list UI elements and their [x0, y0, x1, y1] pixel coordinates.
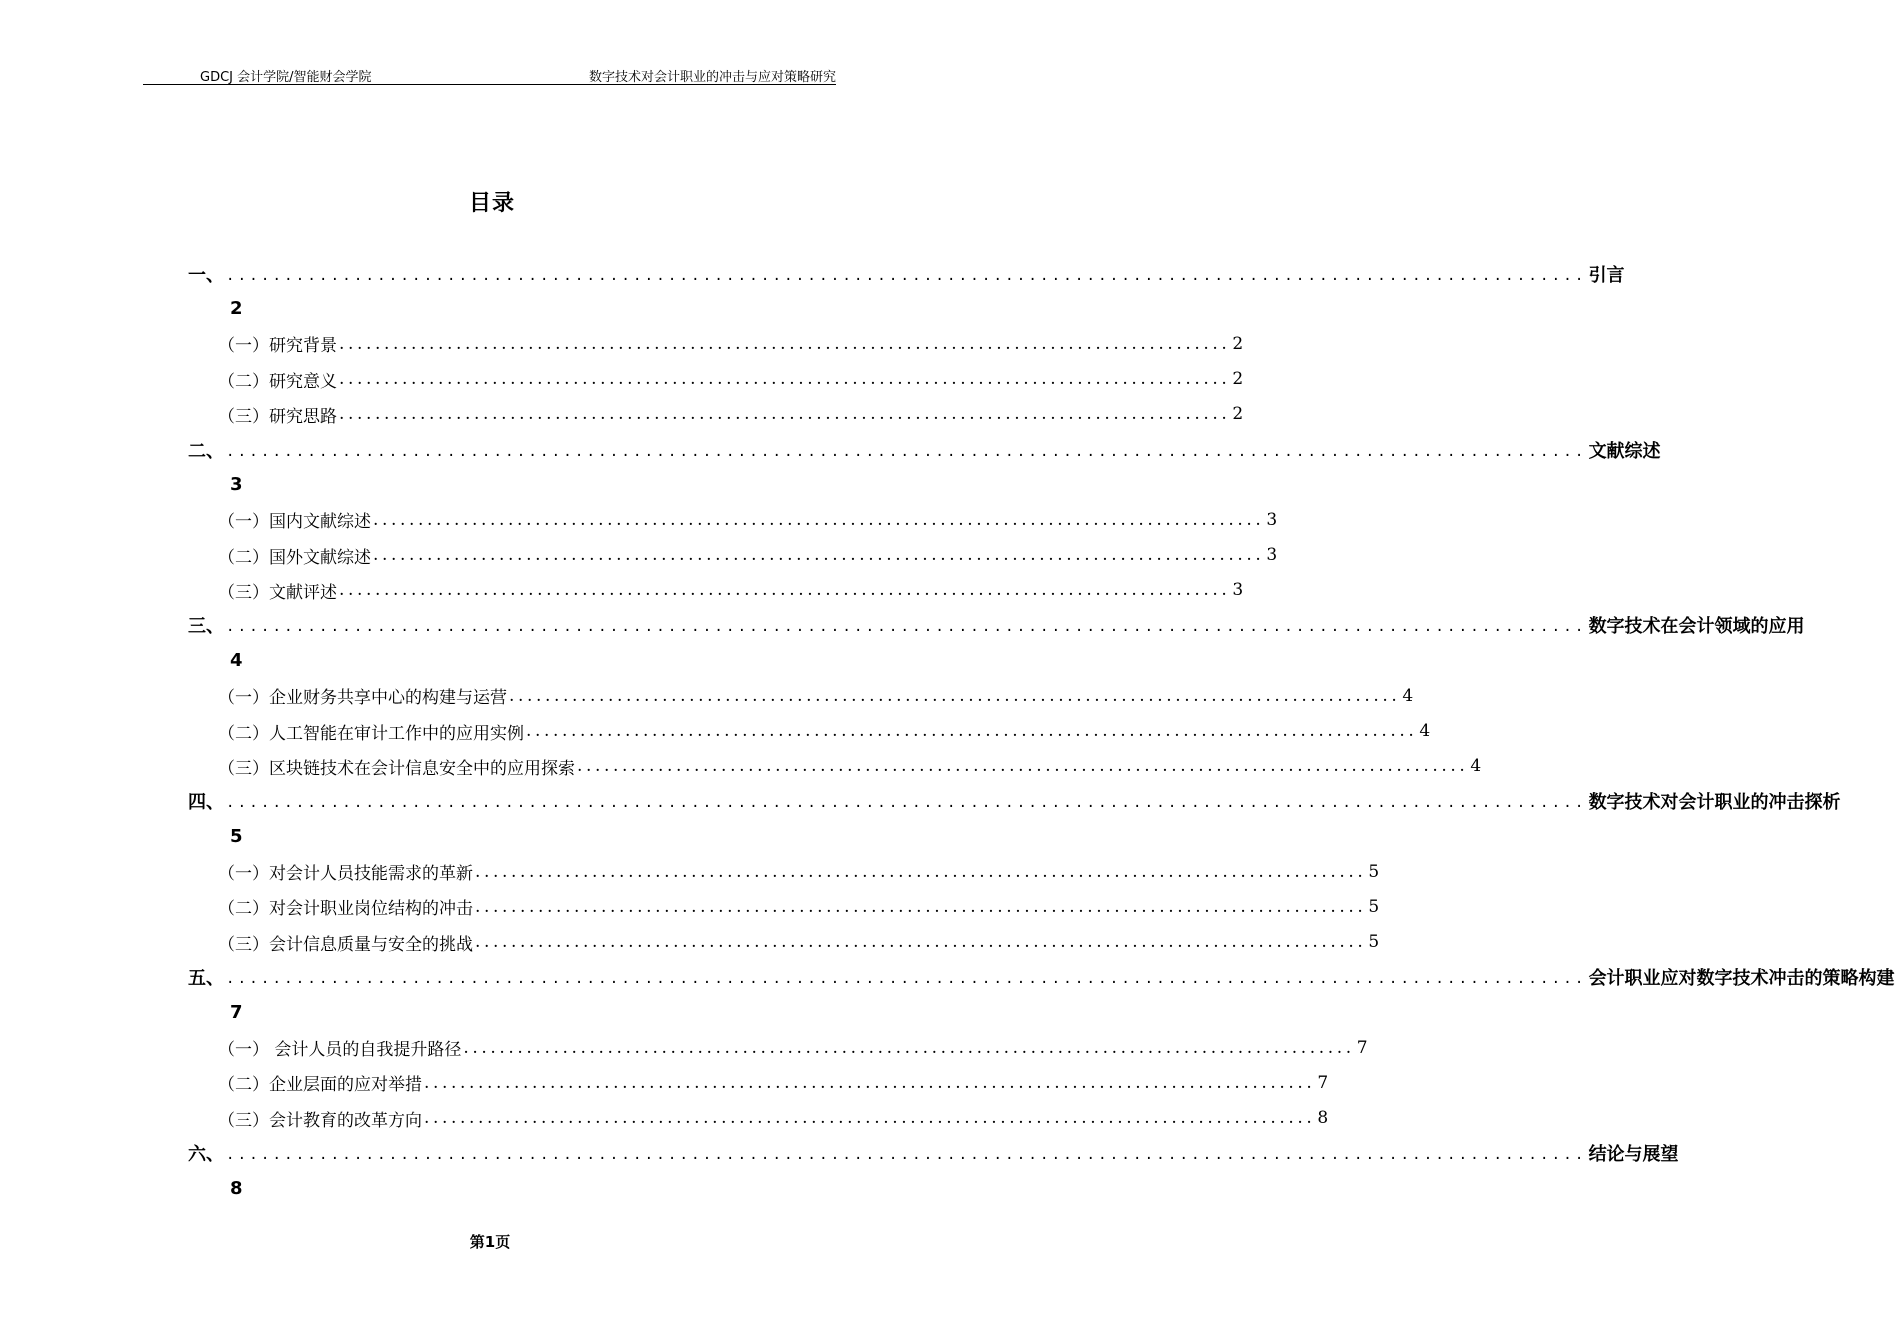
header-institution: GDCJ 会计学院/智能财会学院 — [200, 70, 372, 85]
toc-leader-dots: ................................................................................................... — [373, 509, 1265, 530]
toc-subsection[interactable] — [188, 1101, 1329, 1136]
toc-leader-dots: ................................................................................................... — [577, 756, 1469, 777]
toc-section[interactable] — [188, 960, 1895, 995]
toc-section-page: 3 — [230, 474, 243, 496]
toc-leader-dots: ................................................................................................... — [509, 685, 1401, 706]
toc-subsection-page: 5 — [1368, 896, 1380, 917]
toc-leader-dots: ................................................................................................... — [526, 721, 1418, 742]
toc-leader-dots: ..................................................................................................................... — [226, 971, 1587, 988]
toc-subsection-label: （二）研究意义 — [218, 371, 337, 392]
toc-leader-dots: ................................................................................................... — [339, 333, 1231, 354]
toc-section-number: 二、 — [188, 440, 224, 462]
toc-subsection[interactable] — [188, 925, 1380, 960]
toc-subsection-label: （一）研究背景 — [218, 336, 337, 357]
toc-subsection-label: （三）研究思路 — [218, 406, 337, 427]
table-of-contents — [188, 256, 1895, 1206]
toc-section-title: 会计职业应对数字技术冲击的策略构建 — [1588, 968, 1895, 990]
toc-subsection-page: 4 — [1419, 721, 1431, 742]
toc-subsection-label: （二）人工智能在审计工作中的应用实例 — [218, 723, 524, 744]
toc-section-page: 2 — [230, 298, 243, 320]
toc-section[interactable] — [188, 784, 1841, 819]
toc-subsection-label: （三）会计教育的改革方向 — [218, 1110, 422, 1131]
toc-subsection[interactable] — [188, 362, 1244, 397]
header-divider — [143, 84, 836, 85]
toc-subsection[interactable] — [188, 1065, 1329, 1100]
toc-section-page: 8 — [230, 1177, 243, 1199]
toc-subsection-page: 7 — [1356, 1037, 1368, 1058]
toc-leader-dots: ..................................................................................................................... — [226, 1147, 1587, 1164]
toc-section[interactable] — [188, 1136, 1679, 1171]
toc-section-title: 数字技术对会计职业的冲击探析 — [1588, 792, 1841, 814]
toc-leader-dots: ................................................................................................... — [339, 369, 1231, 390]
toc-subsection-label: （一）企业财务共享中心的构建与运营 — [218, 688, 507, 709]
toc-leader-dots: ..................................................................................................................... — [226, 619, 1587, 636]
toc-subsection-page: 2 — [1232, 404, 1244, 425]
toc-section-page: 4 — [230, 650, 243, 672]
toc-leader-dots: ................................................................................................... — [475, 932, 1367, 953]
toc-subsection-label: （二）企业层面的应对举措 — [218, 1075, 422, 1096]
toc-subsection-page: 5 — [1368, 861, 1380, 882]
toc-subsection-page: 5 — [1368, 932, 1380, 953]
toc-section-number: 五、 — [188, 968, 224, 990]
toc-section-number: 四、 — [188, 792, 224, 814]
toc-leader-dots: ................................................................................................... — [475, 861, 1367, 882]
toc-subsection-page: 4 — [1402, 685, 1414, 706]
toc-subsection[interactable] — [188, 397, 1244, 432]
toc-leader-dots: ................................................................................................... — [339, 580, 1231, 601]
toc-section-number: 一、 — [188, 264, 224, 286]
toc-section[interactable] — [188, 608, 1805, 643]
toc-subsection-label: （二）国外文献综述 — [218, 547, 371, 568]
toc-section-title: 文献综述 — [1588, 440, 1661, 462]
toc-subsection-label: （二）对会计职业岗位结构的冲击 — [218, 899, 473, 920]
toc-subsection-label: （一）国内文献综述 — [218, 512, 371, 533]
toc-section-number: 三、 — [188, 616, 224, 638]
toc-leader-dots: ................................................................................................... — [339, 404, 1231, 425]
toc-subsection[interactable] — [188, 889, 1380, 924]
toc-subsection-label: （三）文献评述 — [218, 582, 337, 603]
toc-subsection-label: （一）对会计人员技能需求的革新 — [218, 864, 473, 885]
toc-subsection-page: 8 — [1317, 1108, 1329, 1129]
toc-leader-dots: ................................................................................................... — [463, 1037, 1355, 1058]
toc-subsection-page: 3 — [1232, 580, 1244, 601]
header-paper-title: 数字技术对会计职业的冲击与应对策略研究 — [588, 70, 836, 85]
toc-leader-dots: ................................................................................................... — [424, 1108, 1316, 1129]
toc-subsection-page: 3 — [1266, 545, 1278, 566]
toc-subsection[interactable] — [188, 678, 1414, 713]
toc-section-title: 数字技术在会计领域的应用 — [1588, 616, 1805, 638]
toc-section[interactable] — [188, 432, 1661, 467]
toc-subsection-page: 2 — [1232, 369, 1244, 390]
toc-section-number: 六、 — [188, 1144, 224, 1166]
toc-section-title: 结论与展望 — [1588, 1144, 1679, 1166]
toc-subsection-label: （三）会计信息质量与安全的挑战 — [218, 934, 473, 955]
toc-subsection-label: （一） 会计人员的自我提升路径 — [218, 1040, 462, 1061]
toc-subsection[interactable] — [188, 713, 1431, 748]
toc-subsection-label: （三）区块链技术在会计信息安全中的应用探索 — [218, 758, 575, 779]
toc-leader-dots: ................................................................................................... — [475, 896, 1367, 917]
toc-subsection[interactable] — [188, 573, 1244, 608]
toc-subsection-page: 3 — [1266, 509, 1278, 530]
toc-section-title: 引言 — [1588, 264, 1625, 286]
page-footer-number: 第1页 — [469, 1233, 511, 1251]
toc-subsection[interactable] — [188, 538, 1278, 573]
toc-subsection[interactable] — [188, 1030, 1368, 1065]
toc-subsection[interactable] — [188, 854, 1380, 889]
toc-subsection[interactable] — [188, 326, 1244, 361]
toc-section[interactable] — [188, 256, 1625, 291]
toc-subsection-page: 4 — [1470, 756, 1482, 777]
toc-subsection-page: 2 — [1232, 333, 1244, 354]
toc-subsection-page: 7 — [1317, 1072, 1329, 1093]
toc-section-page: 7 — [230, 1002, 243, 1024]
toc-leader-dots: ................................................................................................... — [373, 545, 1265, 566]
toc-leader-dots: ................................................................................................... — [424, 1072, 1316, 1093]
toc-title: 目录 — [468, 191, 515, 216]
toc-leader-dots: ..................................................................................................................... — [226, 795, 1587, 812]
toc-section-page: 5 — [230, 826, 243, 848]
toc-leader-dots: ..................................................................................................................... — [226, 443, 1587, 460]
toc-subsection[interactable] — [188, 749, 1482, 784]
toc-leader-dots: ..................................................................................................................... — [226, 267, 1587, 284]
toc-subsection[interactable] — [188, 502, 1278, 537]
